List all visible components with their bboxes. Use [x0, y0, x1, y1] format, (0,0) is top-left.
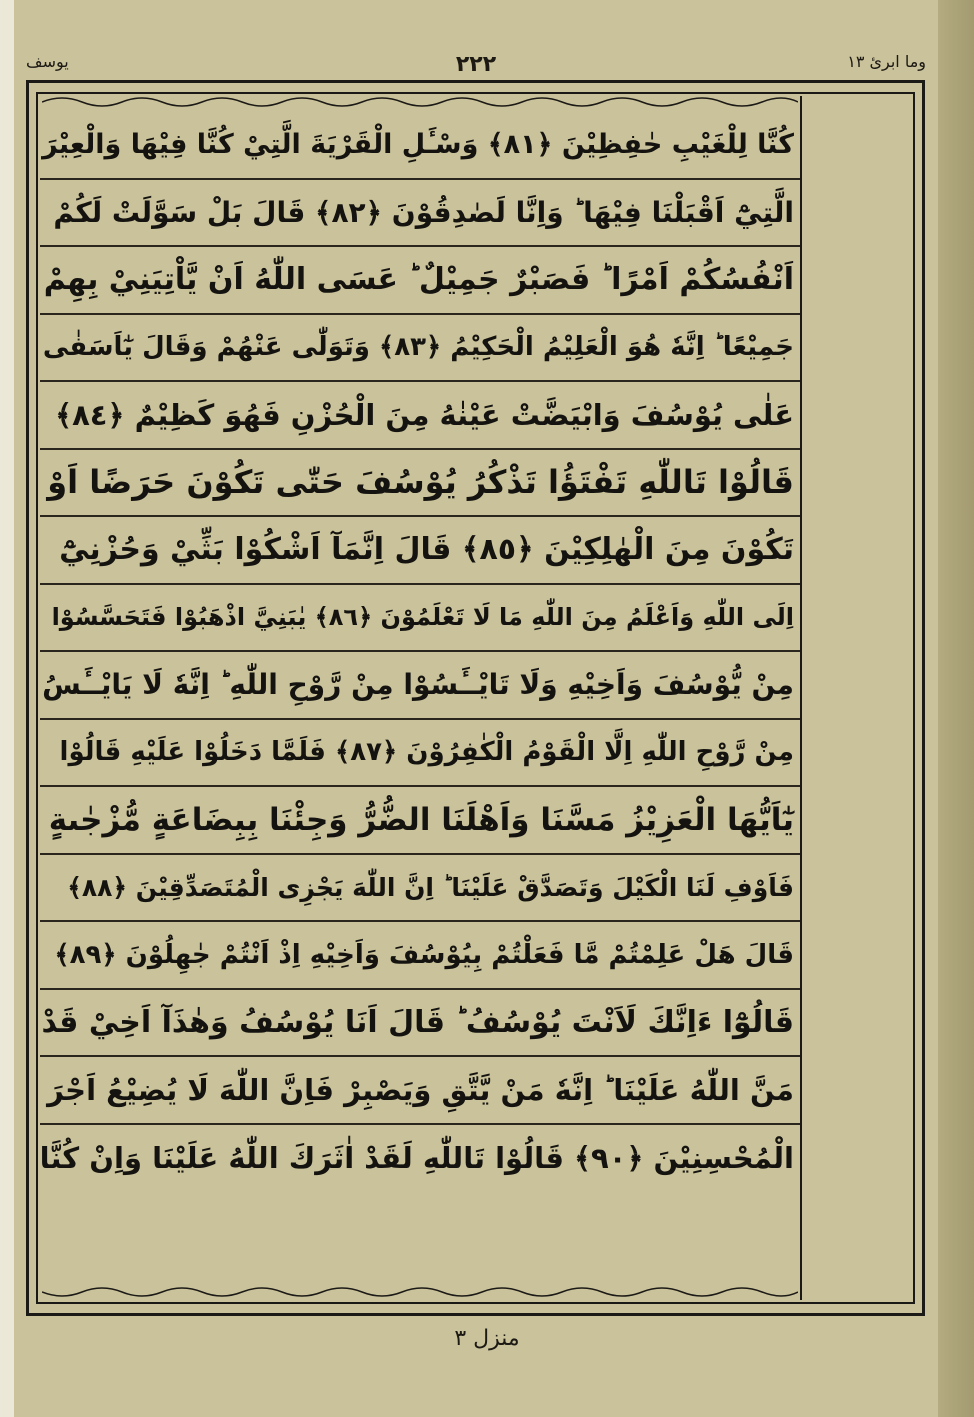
text-line: الْمُحْسِنِيْنَ ﴿٩٠﴾ قَالُوْا تَاللّٰهِ لَقَدْ اٰثَرَكَ اللّٰهُ عَلَيْنَا وَاِنْ كُنَّا: [39, 1141, 794, 1176]
page-header: [26, 52, 926, 80]
manzil-marker: منزل ٣: [454, 1326, 520, 1351]
text-line: تَكُوْنَ مِنَ الْهٰلِكِيْنَ ﴿٨٥﴾ قَالَ اِنَّمَآ اَشْكُوْا بَثِّيْ وَحُزْنِيْٓ: [40, 517, 800, 585]
text-line: مِنْ يُّوْسُفَ وَاَخِيْهِ وَلَا تَايْــَٔسُوْا مِنْ رَّوْحِ اللّٰهِ ؕ اِنَّهٗ لَا يَايْــَٔسُ: [40, 652, 800, 720]
page-left-margin: [0, 0, 14, 1417]
text-block: [40, 112, 800, 1260]
text-line: مَنَّ اللّٰهُ عَلَيْنَا ؕ اِنَّهٗ مَنْ يَّتَّقِ وَيَصْبِرْ فَاِنَّ اللّٰهَ لَا يُضِيْعُ اَجْرَ: [40, 1057, 800, 1125]
page-right-margin: [938, 0, 974, 1417]
margin-strip: [800, 96, 914, 1300]
text-line: قَالُوْا تَاللّٰهِ تَفْتَؤُا تَذْكُرُ يُوْسُفَ حَتّٰى تَكُوْنَ حَرَضًا اَوْ: [40, 450, 800, 518]
surah-name: يوسف: [26, 52, 69, 71]
text-line: جَمِيْعًا ؕ اِنَّهٗ هُوَ الْعَلِيْمُ الْحَكِيْمُ ﴿٨٣﴾ وَتَوَلّٰى عَنْهُمْ وَقَالَ يٰٓاَسَفٰى: [40, 315, 800, 383]
text-line: قَالَ هَلْ عَلِمْتُمْ مَّا فَعَلْتُمْ بِيُوْسُفَ وَاَخِيْهِ اِذْ اَنْتُمْ جٰهِلُوْنَ ﴿٨٩﴾: [40, 922, 800, 990]
para-name: وما ابرئ ١٣: [847, 52, 926, 71]
text-line: فَاَوْفِ لَنَا الْكَيْلَ وَتَصَدَّقْ عَلَيْنَا ؕ اِنَّ اللّٰهَ يَجْزِى الْمُتَصَدِّقِيْنَ ﴿٨٨﴾: [40, 855, 800, 923]
text-line: كُنَّا لِلْغَيْبِ حٰفِظِيْنَ ﴿٨١﴾ وَسْـَٔلِ الْقَرْيَةَ الَّتِيْ كُنَّا فِيْهَا وَالْعِيْرَ: [40, 112, 800, 180]
text-line: الَّتِيْٓ اَقْبَلْنَا فِيْهَا ؕ وَاِنَّا لَصٰدِقُوْنَ ﴿٨٢﴾ قَالَ بَلْ سَوَّلَتْ لَكُمْ: [40, 180, 800, 248]
text-line: اِلَى اللّٰهِ وَاَعْلَمُ مِنَ اللّٰهِ مَا لَا تَعْلَمُوْنَ ﴿٨٦﴾ يٰبَنِيَّ اذْهَبُوْا فَتَحَسَّسُوْا: [40, 585, 800, 653]
text-line: مِنْ رَّوْحِ اللّٰهِ اِلَّا الْقَوْمُ الْكٰفِرُوْنَ ﴿٨٧﴾ فَلَمَّا دَخَلُوْا عَلَيْهِ قَالُوْا: [40, 720, 800, 788]
text-line: اَنْفُسُكُمْ اَمْرًا ؕ فَصَبْرٌ جَمِيْلٌ ؕ عَسَى اللّٰهُ اَنْ يَّاْتِيَنِيْ بِهِمْ: [40, 247, 800, 315]
text-line: عَلٰى يُوْسُفَ وَابْيَضَّتْ عَيْنٰهُ مِنَ الْحُزْنِ فَهُوَ كَظِيْمٌ ﴿٨٤﴾: [40, 382, 800, 450]
text-line: يٰٓاَيُّهَا الْعَزِيْزُ مَسَّنَا وَاَهْلَنَا الضُّرُّ وَجِئْنَا بِبِضَاعَةٍ مُّزْجٰىةٍ: [40, 787, 800, 855]
text-line: قَالُوْٓا ءَاِنَّكَ لَاَنْتَ يُوْسُفُ ؕ قَالَ اَنَا يُوْسُفُ وَهٰذَآ اَخِيْ قَدْ: [40, 990, 800, 1058]
page-number: ٢٢٢: [455, 52, 497, 77]
bottom-ornament: [42, 1284, 798, 1300]
top-ornament: [42, 94, 798, 110]
